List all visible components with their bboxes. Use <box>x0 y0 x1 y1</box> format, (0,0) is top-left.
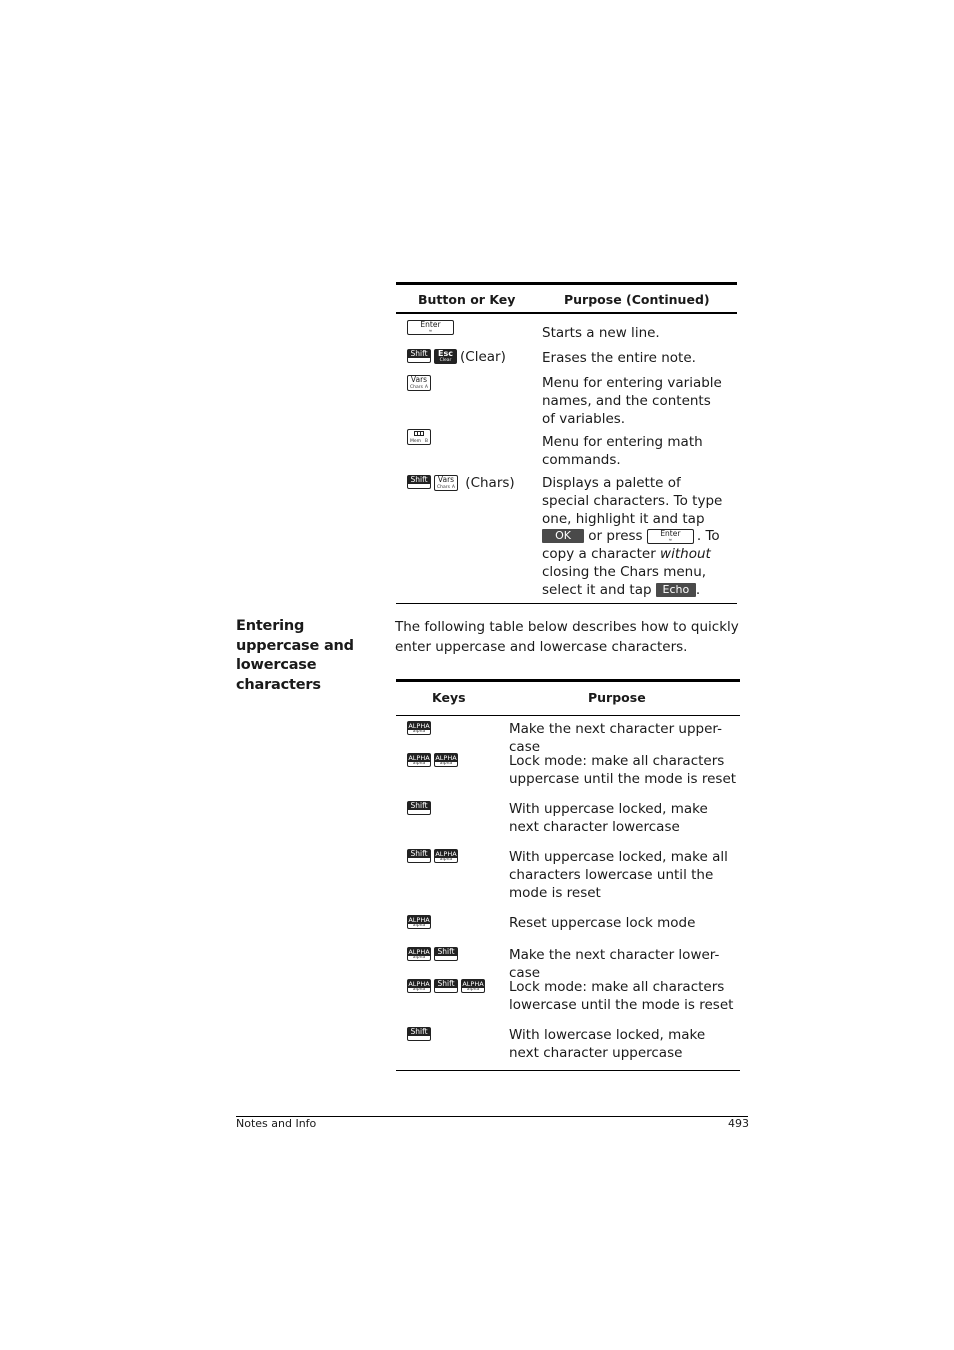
row-purpose: Lock mode: make all characters lowercase until the mode is reset <box>509 979 734 1013</box>
row-purpose: Menu for entering variable names, and the contents of variables. <box>542 375 722 427</box>
alpha-key: ALPHA alpha <box>462 980 484 992</box>
row-keys <box>407 375 434 391</box>
esc-key: Esc Clear <box>434 349 457 364</box>
row-purpose: Erases the entire note. <box>542 350 696 366</box>
enter-key: Enter ≈ <box>407 320 454 335</box>
alpha-key: ALPHA alpha <box>408 722 430 734</box>
shift-key: Shift <box>407 1027 431 1041</box>
row-keys <box>407 979 488 995</box>
row-purpose: Make the next character upper-case <box>509 721 722 755</box>
row-keys <box>407 753 461 769</box>
echo-softkey: Echo <box>656 583 696 597</box>
header-keys: Keys <box>432 690 466 705</box>
header-purpose: Purpose <box>588 690 646 705</box>
row-keys <box>407 721 434 737</box>
alpha-key: ALPHA alpha <box>408 980 430 992</box>
clear-label: (Clear) <box>460 349 506 365</box>
chars-label: (Chars) <box>465 475 515 491</box>
row-keys <box>407 1027 434 1043</box>
math-template-key: Mem B <box>407 429 431 445</box>
row-purpose: Make the next character lower-case <box>509 947 720 981</box>
alpha-key: ALPHA alpha <box>408 916 430 928</box>
shift-key: Shift <box>407 801 431 815</box>
template-icon <box>413 430 425 437</box>
section-intro: The following table below describes how to quickly enter uppercase and lowercase characters. <box>395 619 739 655</box>
row-keys <box>407 915 434 931</box>
shift-key: Shift <box>407 349 431 363</box>
row-purpose: Menu for entering math commands. <box>542 434 703 468</box>
row-keys <box>407 349 506 365</box>
row-purpose: With uppercase locked, make next character lowercase <box>509 801 708 835</box>
alpha-key: ALPHA alpha <box>408 754 430 766</box>
row-purpose: With lowercase locked, make next character uppercase <box>509 1027 706 1061</box>
section-heading: Entering uppercase and lowercase characters <box>236 618 354 693</box>
table-header <box>396 285 737 312</box>
row-purpose: Starts a new line. <box>542 325 660 341</box>
row-keys <box>407 849 461 865</box>
header-button-or-key: Button or Key <box>418 292 516 307</box>
row-purpose: With uppercase locked, make all characters lowercase until the mode is reset <box>509 849 728 901</box>
header-purpose: Purpose (Continued) <box>564 292 710 307</box>
row-keys <box>407 320 457 336</box>
row-purpose: Lock mode: make all characters uppercase until the mode is reset <box>509 753 737 787</box>
shift-key: Shift <box>407 475 431 489</box>
row-keys <box>407 947 461 963</box>
ok-softkey: OK <box>542 529 584 543</box>
table-header <box>396 682 740 715</box>
table-keys-purpose <box>396 679 740 1061</box>
alpha-key: ALPHA alpha <box>435 754 457 766</box>
table-bottom-rule <box>396 603 737 604</box>
row-purpose: Reset uppercase lock mode <box>509 915 696 931</box>
row-purpose: Displays a palette of special characters. To type one, highlight it and tap OK or press Enter ≈ . To copy a character without closing the Chars menu, select it and tap Echo . <box>542 475 723 598</box>
table-bottom-rule <box>396 1070 740 1071</box>
footer-section-title: Notes and Info <box>236 1117 317 1130</box>
alpha-key: ALPHA alpha <box>408 948 430 960</box>
vars-key: Vars Chars A <box>407 375 431 391</box>
page-number: 493 <box>728 1117 749 1130</box>
shift-key: Shift <box>434 979 458 993</box>
row-keys <box>407 801 434 817</box>
vars-key: Vars Chars A <box>434 475 458 491</box>
enter-key: Enter ≈ <box>647 529 694 544</box>
table-header-rule <box>396 312 737 314</box>
table-header-rule <box>396 715 740 716</box>
shift-key: Shift <box>434 947 458 961</box>
shift-key: Shift <box>407 849 431 863</box>
table-button-purpose <box>396 282 737 598</box>
alpha-key: ALPHA alpha <box>435 850 457 862</box>
row-keys <box>407 429 434 445</box>
row-keys <box>407 475 515 491</box>
